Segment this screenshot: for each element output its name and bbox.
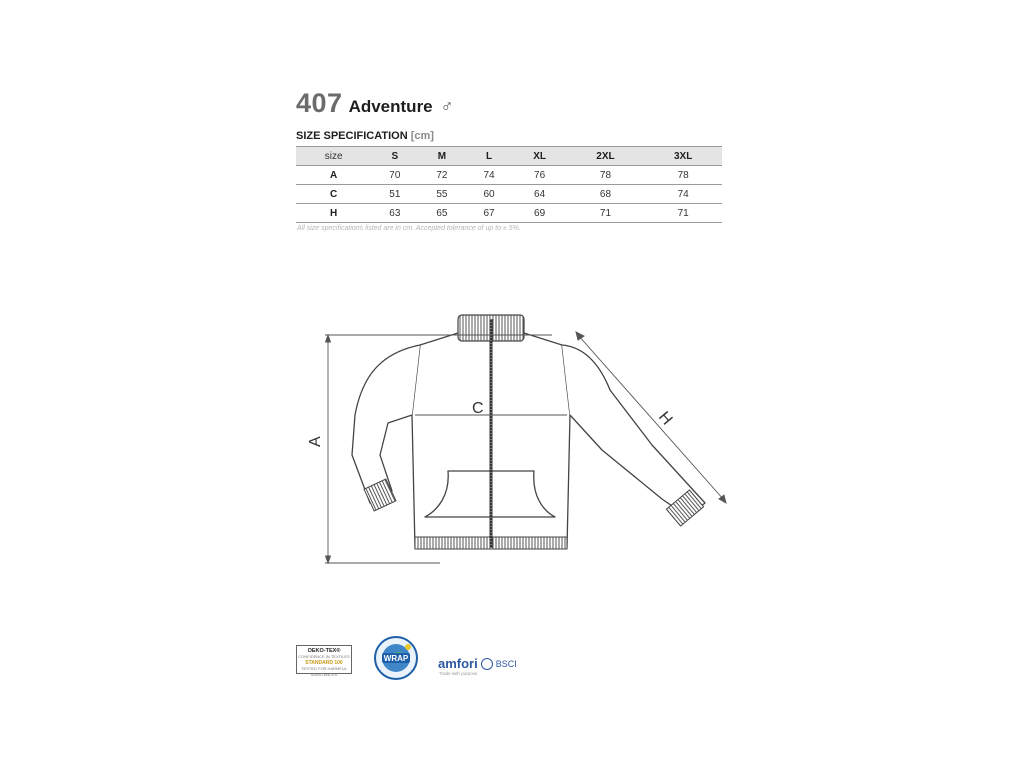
wrap-label: WRAP — [383, 654, 409, 663]
table-cell: 68 — [567, 185, 645, 204]
header-size: S — [371, 147, 418, 166]
product-number: 407 — [296, 88, 343, 118]
size-table-header — [296, 147, 722, 166]
table-cell: 69 — [513, 204, 567, 223]
label-c: C — [472, 400, 484, 417]
header-size: L — [465, 147, 512, 166]
oeko-tex-line1: CONFIDENCE IN TEXTILES — [298, 654, 350, 659]
table-row — [296, 185, 722, 204]
row-label: H — [296, 204, 371, 223]
table-row — [296, 166, 722, 185]
header-size: 3XL — [644, 147, 722, 166]
amfori-bsci: BSCI — [495, 658, 517, 669]
oeko-tex-label — [296, 645, 352, 677]
jacket-diagram — [300, 305, 740, 580]
amfori-bsci-logo — [438, 656, 517, 671]
row-label: C — [296, 185, 371, 204]
header-size: XL — [513, 147, 567, 166]
size-table — [296, 146, 722, 223]
size-spec-heading — [296, 130, 434, 142]
table-cell: 72 — [418, 166, 465, 185]
table-row — [296, 204, 722, 223]
right-sleeve — [562, 345, 705, 517]
oeko-tex-standard: STANDARD 100 — [305, 660, 343, 666]
size-spec-title: SIZE SPECIFICATION — [296, 130, 408, 142]
amfori-circle-icon — [481, 658, 493, 670]
amfori-name: amfori — [438, 656, 478, 671]
table-cell: 74 — [644, 185, 722, 204]
dimension-a-arrow-top — [326, 335, 331, 342]
dimension-h-arrow-top — [576, 332, 584, 340]
dimension-a-arrow-bottom — [326, 556, 331, 563]
header-size: 2XL — [567, 147, 645, 166]
table-cell: 76 — [513, 166, 567, 185]
table-cell: 51 — [371, 185, 418, 204]
table-cell: 67 — [465, 204, 512, 223]
label-a: A — [307, 436, 324, 447]
table-cell: 55 — [418, 185, 465, 204]
table-cell: 74 — [465, 166, 512, 185]
table-cell: 71 — [644, 204, 722, 223]
table-cell: 70 — [371, 166, 418, 185]
table-cell: 78 — [567, 166, 645, 185]
header-size: M — [418, 147, 465, 166]
oeko-tex-line2: TESTED FOR HARMFUL SUBSTANCES — [301, 666, 347, 677]
size-spec-unit: [cm] — [410, 130, 434, 142]
product-name: Adventure — [348, 97, 433, 116]
table-cell: 64 — [513, 185, 567, 204]
wrap-badge-icon — [373, 635, 419, 681]
tolerance-note: All size specifications listed are in cm. Accepted tolerance of up to ± 5%. — [297, 225, 521, 232]
label-h: H — [654, 408, 676, 429]
male-symbol-icon: ♂ — [440, 97, 454, 116]
table-cell: 71 — [567, 204, 645, 223]
amfori-tagline: Trade with purpose — [439, 671, 478, 676]
table-cell: 60 — [465, 185, 512, 204]
header-size-label: size — [296, 147, 371, 166]
table-cell: 63 — [371, 204, 418, 223]
oeko-tex-title: OEKO-TEX® — [307, 648, 341, 654]
row-label: A — [296, 166, 371, 185]
table-cell: 78 — [644, 166, 722, 185]
product-title — [296, 88, 453, 122]
table-cell: 65 — [418, 204, 465, 223]
